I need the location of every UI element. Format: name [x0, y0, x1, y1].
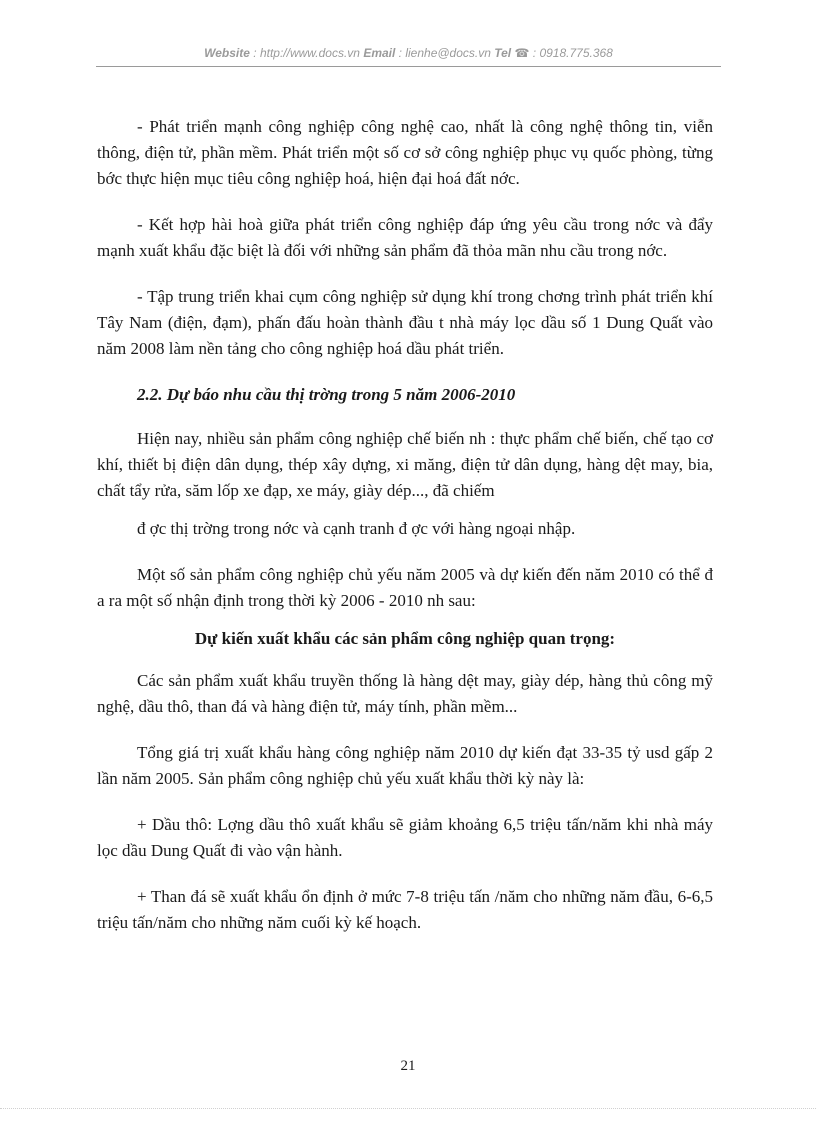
page-number: 21 [400, 1058, 416, 1074]
paragraph-coal: + Than đá sẽ xuất khẩu ổn định ở mức 7-8 triệu tấn /năm cho những năm đầu, 6-6,5 triệu tấn/năm cho những năm cuối kỳ kế hoạch. [97, 887, 713, 932]
paragraph-hightech: - Phát triển mạnh công nghiệp công nghệ cao, nhất là công nghệ thông tin, viễn thông, điện tử, phần mềm. Phát triển một số cơ sở công nghiệp phục vụ quốc phòng, từng bớc thực hiện mục tiêu công nghiệp hoá, hiện đại hoá đất nớc. [97, 117, 713, 188]
footer-divider [0, 1108, 816, 1109]
paragraph-traditional-exports: Các sản phẩm xuất khẩu truyền thống là hàng dệt may, giày dép, hàng thủ công mỹ nghệ, dầu thô, than đá và hàng điện tử, máy tính, phần mềm... [97, 671, 713, 716]
header-email-label: Email [363, 46, 396, 60]
header-divider [96, 66, 721, 67]
header-website-value: : http://www.docs.vn [249, 46, 364, 60]
header-email-value: : lienhe@docs.vn [395, 46, 495, 60]
page-header [96, 46, 721, 66]
page-body [97, 114, 713, 956]
header-website-label: Website [204, 46, 250, 60]
paragraph-export-value: Tổng giá trị xuất khẩu hàng công nghiệp năm 2010 dự kiến đạt 33-35 tỷ usd gấp 2 lần năm 2005. Sản phẩm công nghiệp chủ yếu xuất khẩu thời kỳ này là: [97, 743, 713, 788]
paragraph-forecast-intro: Một số sản phẩm công nghiệp chủ yếu năm 2005 và dự kiến đến năm 2010 có thể đ a ra một số nhận định trong thời kỳ 2006 - 2010 nh sau: [97, 565, 713, 610]
header-tel-label: Tel [494, 46, 512, 60]
paragraph-crude-oil: + Dầu thô: Lợng dầu thô xuất khẩu sẽ giảm khoảng 6,5 triệu tấn/năm khi nhà máy lọc dầu Dung Quất đi vào vận hành. [97, 815, 713, 860]
paragraph-balance: - Kết hợp hài hoà giữa phát triển công nghiệp đáp ứng yêu cầu trong nớc và đẩy mạnh xuất khẩu đặc biệt là đối với những sản phẩm đã thỏa mãn nhu cầu trong nớc. [97, 215, 713, 260]
paragraph-current-products: Hiện nay, nhiều sản phẩm công nghiệp chế biến nh : thực phẩm chế biến, chế tạo cơ khí, thiết bị điện dân dụng, thép xây dựng, xi măng, điện tử dân dụng, hàng dệt may, bia, chất tẩy rửa, săm lốp xe đạp, xe máy, giày dép..., đã chiếm [97, 429, 713, 500]
paragraph-market-share: đ ợc thị trờng trong nớc và cạnh tranh đ ợc với hàng ngoại nhập. [137, 519, 576, 538]
export-forecast-title: Dự kiến xuất khẩu các sản phẩm công nghiệp quan trọng: [194, 629, 616, 648]
header-tel-value: ☎ : 0918.775.368 [511, 46, 613, 60]
paragraph-gas-cluster: - Tập trung triển khai cụm công nghiệp sử dụng khí trong chơng trình phát triển khí Tây Nam (điện, đạm), phấn đấu hoàn thành đầu t nhà máy lọc dầu số 1 Dung Quất vào năm 2008 làm nền tảng cho công nghiệp hoá dầu phát triển. [97, 287, 713, 358]
section-title: 2.2. Dự báo nhu cầu thị trờng trong 5 năm 2006-2010 [137, 385, 516, 404]
